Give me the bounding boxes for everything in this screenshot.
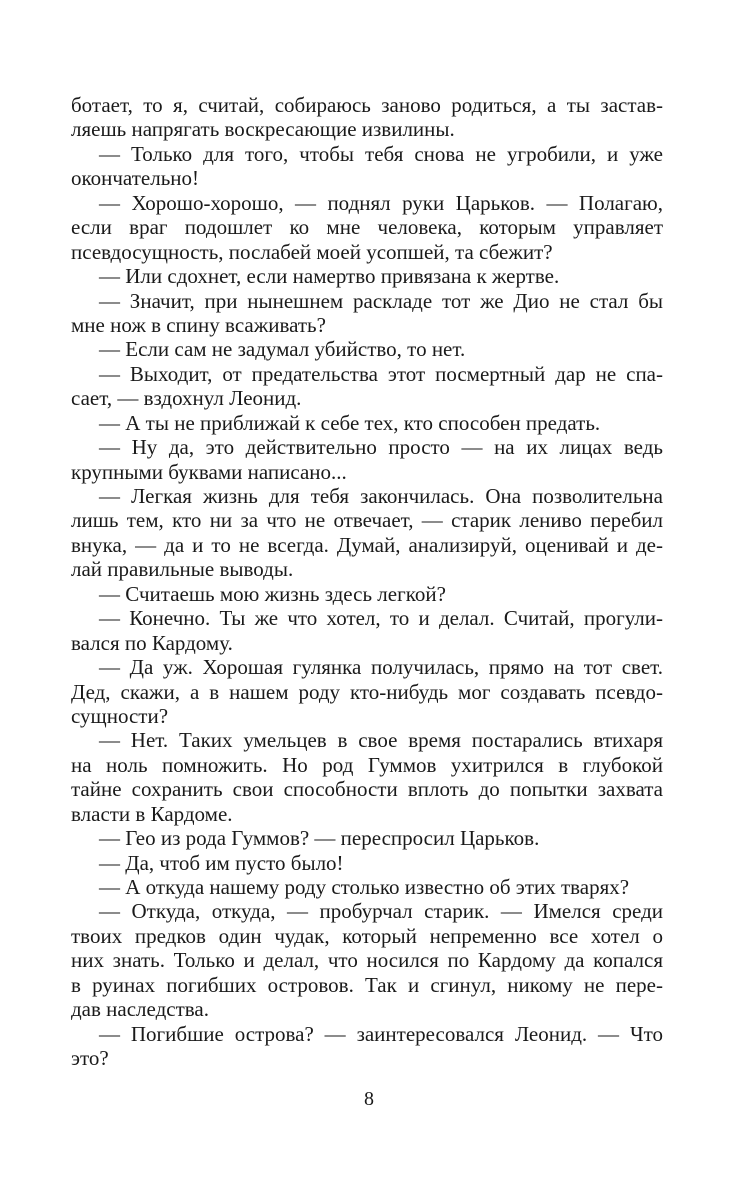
text-line: — Легкая жизнь для тебя закончилась. Она позволительна: [99, 484, 663, 508]
text-line: в руинах погибших островов. Так и сгинул, никому не пере-: [71, 972, 663, 997]
text-line: если враг подошлет ко мне человека, которым управляет: [71, 215, 663, 240]
text-line: — Да, чтоб им пусто было!: [99, 850, 344, 875]
text-line: — Ну да, это действительно просто — на их лицах ведь: [99, 435, 663, 460]
text-line: — Хорошо-хорошо, — поднял руки Царьков. — Полагаю,: [99, 190, 663, 215]
page-text-body: [71, 93, 663, 1071]
text-line: псевдосущность, послабей моей усопшей, та сбежит?: [71, 239, 553, 264]
text-line: — Выходит, от предательства этот посмертный дар не спа-: [99, 361, 663, 386]
text-line: лай правильные выводы.: [71, 557, 294, 582]
text-line: — Только для того, чтобы тебя снова не угробили, и уже: [99, 141, 663, 166]
text-line: вался по Кардому.: [71, 630, 233, 655]
text-line: сает, — вздохнул Леонид.: [71, 386, 302, 411]
text-line: — А откуда нашему роду столько известно об этих тварях?: [99, 875, 630, 899]
text-line: Дед, скажи, а в нашем роду кто-нибудь мог создавать псевдо-: [71, 679, 663, 704]
text-line: — Нет. Таких умельцев в свое время постарались втихаря: [99, 728, 663, 753]
text-line: лишь тем, кто ни за что не отвечает, — старик лениво перебил: [71, 508, 663, 533]
text-line: сущности?: [71, 703, 169, 728]
text-line: это?: [71, 1046, 109, 1071]
text-line: — Конечно. Ты же что хотел, то и делал. Считай, прогули-: [99, 606, 663, 631]
text-line: ботает, то я, считай, собираюсь заново родиться, а ты застав-: [71, 93, 663, 117]
text-line: ляешь напрягать воскресающие извилины.: [71, 117, 455, 142]
page-number: 8: [364, 1088, 374, 1110]
text-line: — А ты не приближай к себе тех, кто способен предать.: [99, 410, 601, 435]
text-line: твоих предков один чудак, который непременно все хотел о: [71, 923, 663, 948]
text-line: них знать. Только и делал, что носился по Кардому да копался: [71, 948, 663, 973]
text-line: власти в Кардоме.: [71, 801, 233, 826]
text-line: — Значит, при нынешнем раскладе тот же Дио не стал бы: [99, 288, 663, 313]
text-line: на ноль помножить. Но род Гуммов ухитрился в глубокой: [71, 752, 663, 777]
text-line: — Гео из рода Гуммов? — переспросил Царьков.: [99, 826, 540, 851]
text-line: — Если сам не задумал убийство, то нет.: [99, 337, 466, 362]
text-line: крупными буквами написано...: [71, 459, 347, 484]
text-line: — Или сдохнет, если намертво привязана к жертве.: [99, 264, 560, 289]
text-line: — Считаешь мою жизнь здесь легкой?: [99, 581, 446, 606]
text-line: тайне сохранить свои способности вплоть до попытки захвата: [71, 777, 663, 802]
text-line: дав наследства.: [71, 997, 209, 1022]
text-line: — Откуда, откуда, — пробурчал старик. — Имелся среди: [99, 899, 663, 924]
text-line: — Погибшие острова? — заинтересовался Леонид. — Что: [99, 1021, 663, 1046]
text-line: — Да уж. Хорошая гулянка получилась, прямо на тот свет.: [99, 655, 663, 680]
text-line: внука, — да и то не всегда. Думай, анализируй, оценивай и де-: [71, 532, 663, 557]
text-line: мне нож в спину всаживать?: [71, 312, 326, 337]
text-line: окончательно!: [71, 166, 199, 191]
